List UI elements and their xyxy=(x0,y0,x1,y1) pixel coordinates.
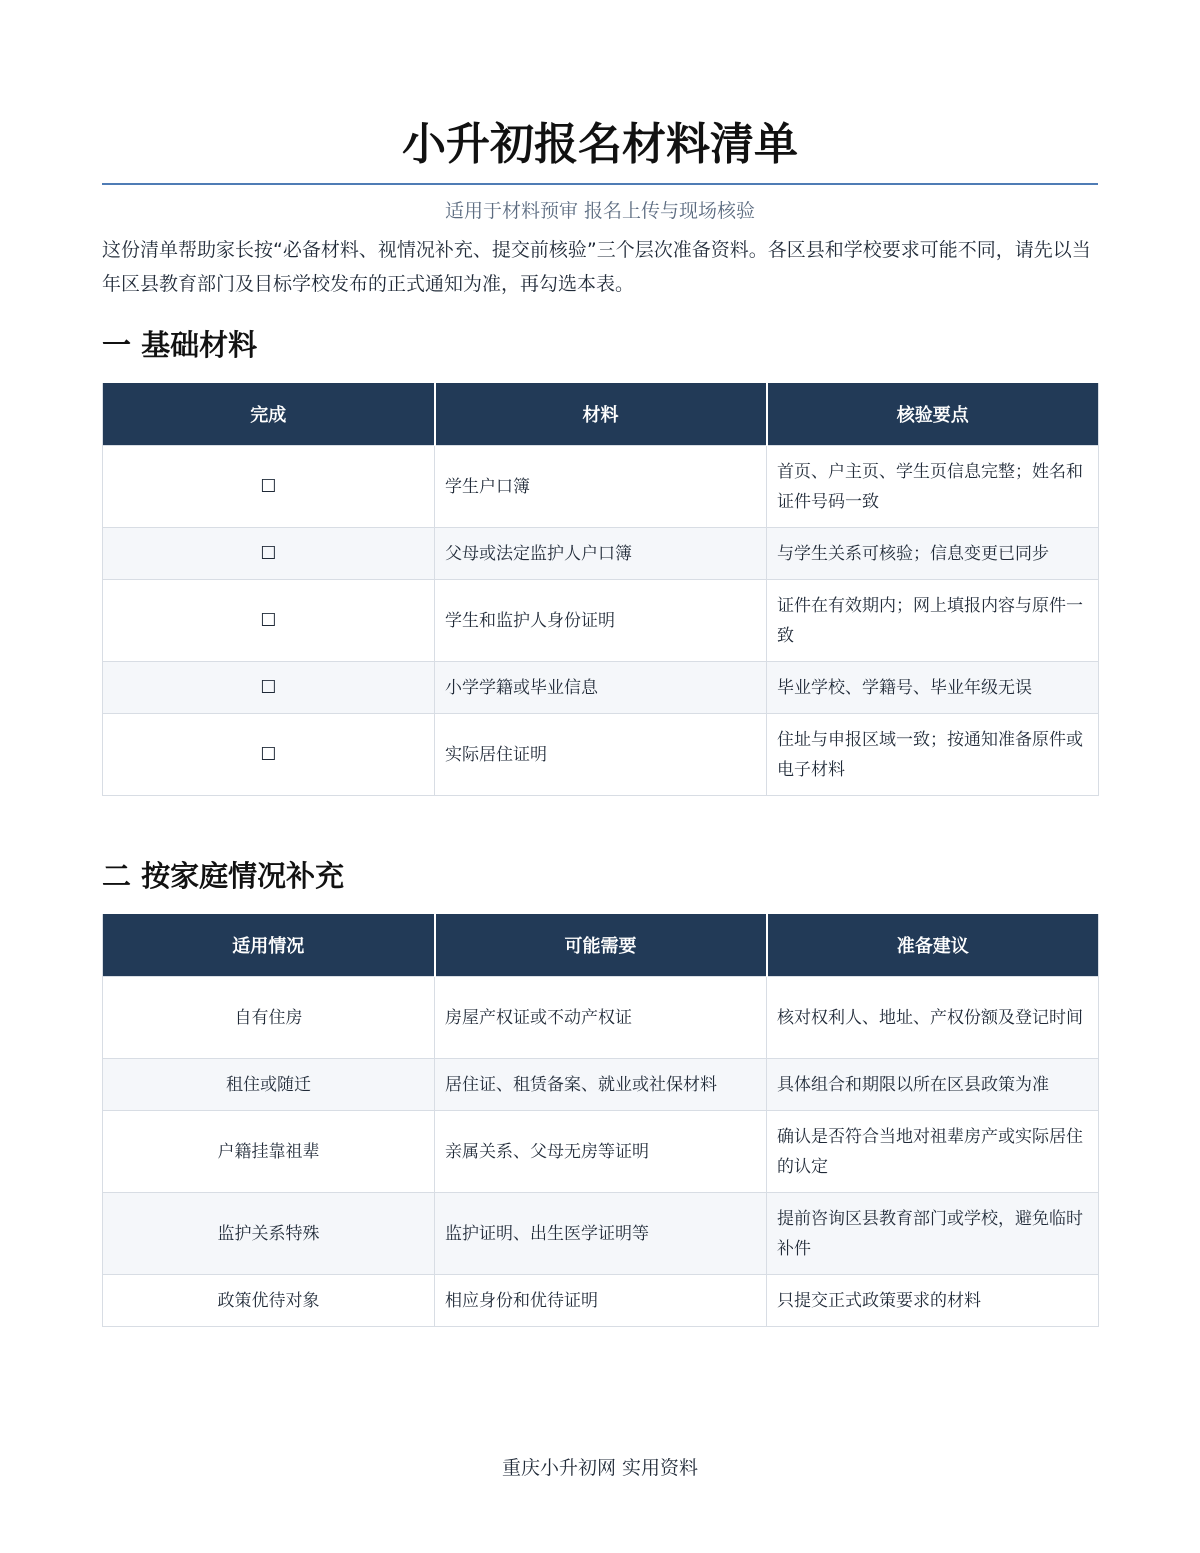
material-cell: 父母或法定监护人户口簿 xyxy=(435,528,767,580)
need-cell: 亲属关系、父母无房等证明 xyxy=(435,1111,767,1193)
section-basic-heading: 一 基础材料 xyxy=(102,328,258,362)
advice-cell: 只提交正式政策要求的材料 xyxy=(767,1275,1099,1327)
advice-cell: 确认是否符合当地对祖辈房产或实际居住的认定 xyxy=(767,1111,1099,1193)
column-header-need: 可能需要 xyxy=(435,914,767,977)
table-row xyxy=(103,1193,1099,1275)
material-cell: 学生户口簿 xyxy=(435,446,767,528)
checkbox[interactable]: ☐ xyxy=(103,714,435,796)
check-point-cell: 与学生关系可核验；信息变更已同步 xyxy=(767,528,1099,580)
advice-cell: 核对权利人、地址、产权份额及登记时间 xyxy=(767,977,1099,1059)
check-point-cell: 住址与申报区域一致；按通知准备原件或电子材料 xyxy=(767,714,1099,796)
need-cell: 相应身份和优待证明 xyxy=(435,1275,767,1327)
check-point-cell: 毕业学校、学籍号、毕业年级无误 xyxy=(767,662,1099,714)
table-row xyxy=(103,714,1099,796)
column-header-check-points: 核验要点 xyxy=(767,383,1099,446)
table-row xyxy=(103,446,1099,528)
checkbox[interactable]: ☐ xyxy=(103,580,435,662)
column-header-advice: 准备建议 xyxy=(767,914,1099,977)
case-cell: 监护关系特殊 xyxy=(103,1193,435,1275)
checkbox[interactable]: ☐ xyxy=(103,446,435,528)
table-header-row xyxy=(103,914,1099,977)
need-cell: 居住证、租赁备案、就业或社保材料 xyxy=(435,1059,767,1111)
title-divider xyxy=(102,183,1098,185)
table-row xyxy=(103,528,1099,580)
section-family-heading: 二 按家庭情况补充 xyxy=(102,859,345,893)
case-cell: 户籍挂靠祖辈 xyxy=(103,1111,435,1193)
material-cell: 实际居住证明 xyxy=(435,714,767,796)
table-row xyxy=(103,977,1099,1059)
material-cell: 小学学籍或毕业信息 xyxy=(435,662,767,714)
advice-cell: 具体组合和期限以所在区县政策为准 xyxy=(767,1059,1099,1111)
column-header-material: 材料 xyxy=(435,383,767,446)
material-cell: 学生和监护人身份证明 xyxy=(435,580,767,662)
checkbox[interactable]: ☐ xyxy=(103,662,435,714)
page-title: 小升初报名材料清单 xyxy=(402,119,798,170)
advice-cell: 提前咨询区县教育部门或学校，避免临时补件 xyxy=(767,1193,1099,1275)
need-cell: 房屋产权证或不动产权证 xyxy=(435,977,767,1059)
case-cell: 政策优待对象 xyxy=(103,1275,435,1327)
basic-materials-table xyxy=(102,383,1099,796)
check-point-cell: 首页、户主页、学生页信息完整；姓名和证件号码一致 xyxy=(767,446,1099,528)
intro-paragraph: 这份清单帮助家长按“必备材料、视情况补充、提交前核验”三个层次准备资料。各区县和学校要求可能不同，请先以当年区县教育部门及目标学校发布的正式通知为准，再勾选本表。 xyxy=(102,239,1091,295)
column-header-done: 完成 xyxy=(103,383,435,446)
checkbox[interactable]: ☐ xyxy=(103,528,435,580)
table-header-row xyxy=(103,383,1099,446)
need-cell: 监护证明、出生医学证明等 xyxy=(435,1193,767,1275)
page-footer: 重庆小升初网 实用资料 xyxy=(501,1457,699,1479)
column-header-case: 适用情况 xyxy=(103,914,435,977)
table-row xyxy=(103,1275,1099,1327)
table-row xyxy=(103,662,1099,714)
table-row xyxy=(103,1059,1099,1111)
check-point-cell: 证件在有效期内；网上填报内容与原件一致 xyxy=(767,580,1099,662)
document-page xyxy=(102,0,1098,1327)
table-row xyxy=(103,1111,1099,1193)
family-supplement-table xyxy=(102,914,1099,1327)
case-cell: 自有住房 xyxy=(103,977,435,1059)
case-cell: 租住或随迁 xyxy=(103,1059,435,1111)
page-subtitle: 适用于材料预审 报名上传与现场核验 xyxy=(444,200,756,222)
table-row xyxy=(103,580,1099,662)
